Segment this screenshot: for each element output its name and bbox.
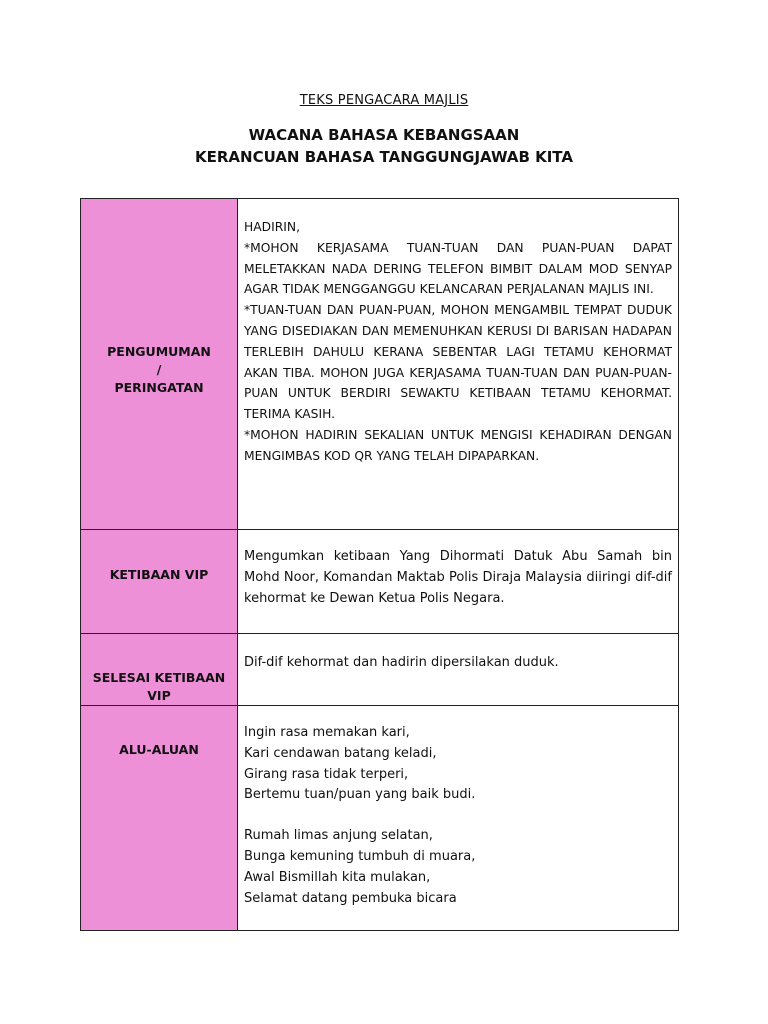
stanza-gap [244,806,672,826]
pantun-line: Ingin rasa memakan kari, [244,725,410,740]
row-label: KETIBAAN VIP [109,567,209,582]
document-title [0,124,768,168]
announcement-seating: *TUAN-TUAN DAN PUAN-PUAN, MOHON MENGAMBIL TEMPAT DUDUK YANG DISEDIAKAN DAN MEMENUHKAN KERUSI DI BARISAN HADAPAN TERLEBIH DAHULU KERANA SEBENTAR LAGI TETAMU KEHORMAT AKAN TIBA. MOHON JUGA KERJASAMA TUAN-TUAN DAN PUAN-PUAN-PUAN UNTUK BERDIRI SEWAKTU KETIBAAN TETAMU KEHORMAT. TERIMA KASIH. [244,303,672,422]
row-label [81,199,237,397]
label-line: VIP [147,688,171,703]
label-line: PENGUMUMAN [107,344,211,359]
table-row-selesai-ketibaan [81,634,679,706]
title-line-1: WACANA BAHASA KEBANGSAAN [248,126,520,144]
row-text-cell [238,706,679,931]
pantun-line: Bunga kemuning tumbuh di muara, [244,848,476,864]
pantun-line: Bertemu tuan/puan yang baik budi. [244,787,476,803]
label-line: PERINGATAN [114,380,204,395]
row-text-cell [238,199,679,530]
table-row-alu-aluan [81,706,679,931]
announcement-greeting: HADIRIN, [244,220,301,234]
table-row-ketibaan-vip [81,530,679,634]
label-line: SELESAI KETIBAAN [92,670,226,685]
label-line: / [156,362,162,377]
pantun-line: Girang rasa tidak terperi, [244,766,409,782]
title-line-2: KERANCUAN BAHASA TANGGUNGJAWAB KITA [195,148,573,166]
announcement-qr: *MOHON HADIRIN SEKALIAN UNTUK MENGISI KEHADIRAN DENGAN MENGIMBAS KOD QR YANG TELAH DIPAPARKAN. [244,427,672,463]
row-label [81,634,237,705]
row-text: Mengumkan ketibaan Yang Dihormati Datuk Abu Samah bin Mohd Noor, Komandan Maktab Polis Diraja Malaysia diiringi dif-dif kehormat ke Dewan Ketua Polis Negara. [244,549,672,606]
pantun-line: Kari cendawan batang keladi, [244,745,437,761]
row-text: Dif-dif kehormat dan hadirin dipersilakan duduk. [244,655,559,670]
pantun-line: Selamat datang pembuka bicara [244,890,457,906]
row-text [238,199,678,467]
pantun-line: Rumah limas anjung selatan, [244,828,433,844]
pantun-line: Awal Bismillah kita mulakan, [244,869,431,885]
row-label-cell [81,199,238,530]
row-text-cell [238,530,679,634]
pantun-text [238,706,678,909]
row-text-cell [238,634,679,706]
row-label: ALU-ALUAN [119,742,199,757]
announcement-phone: *MOHON KERJASAMA TUAN-TUAN DAN PUAN-PUAN DAPAT MELETAKKAN NADA DERING TELEFON BIMBIT DALAM MOD SENYAP AGAR TIDAK MENGGANGGU KELANCARAN PERJALANAN MAJLIS INI. [244,240,672,297]
row-label-cell [81,634,238,706]
table-row-pengumuman [81,199,679,530]
document-label: TEKS PENGACARA MAJLIS [299,93,469,108]
row-label-cell [81,706,238,931]
script-table [80,198,679,931]
row-label-cell [81,530,238,634]
